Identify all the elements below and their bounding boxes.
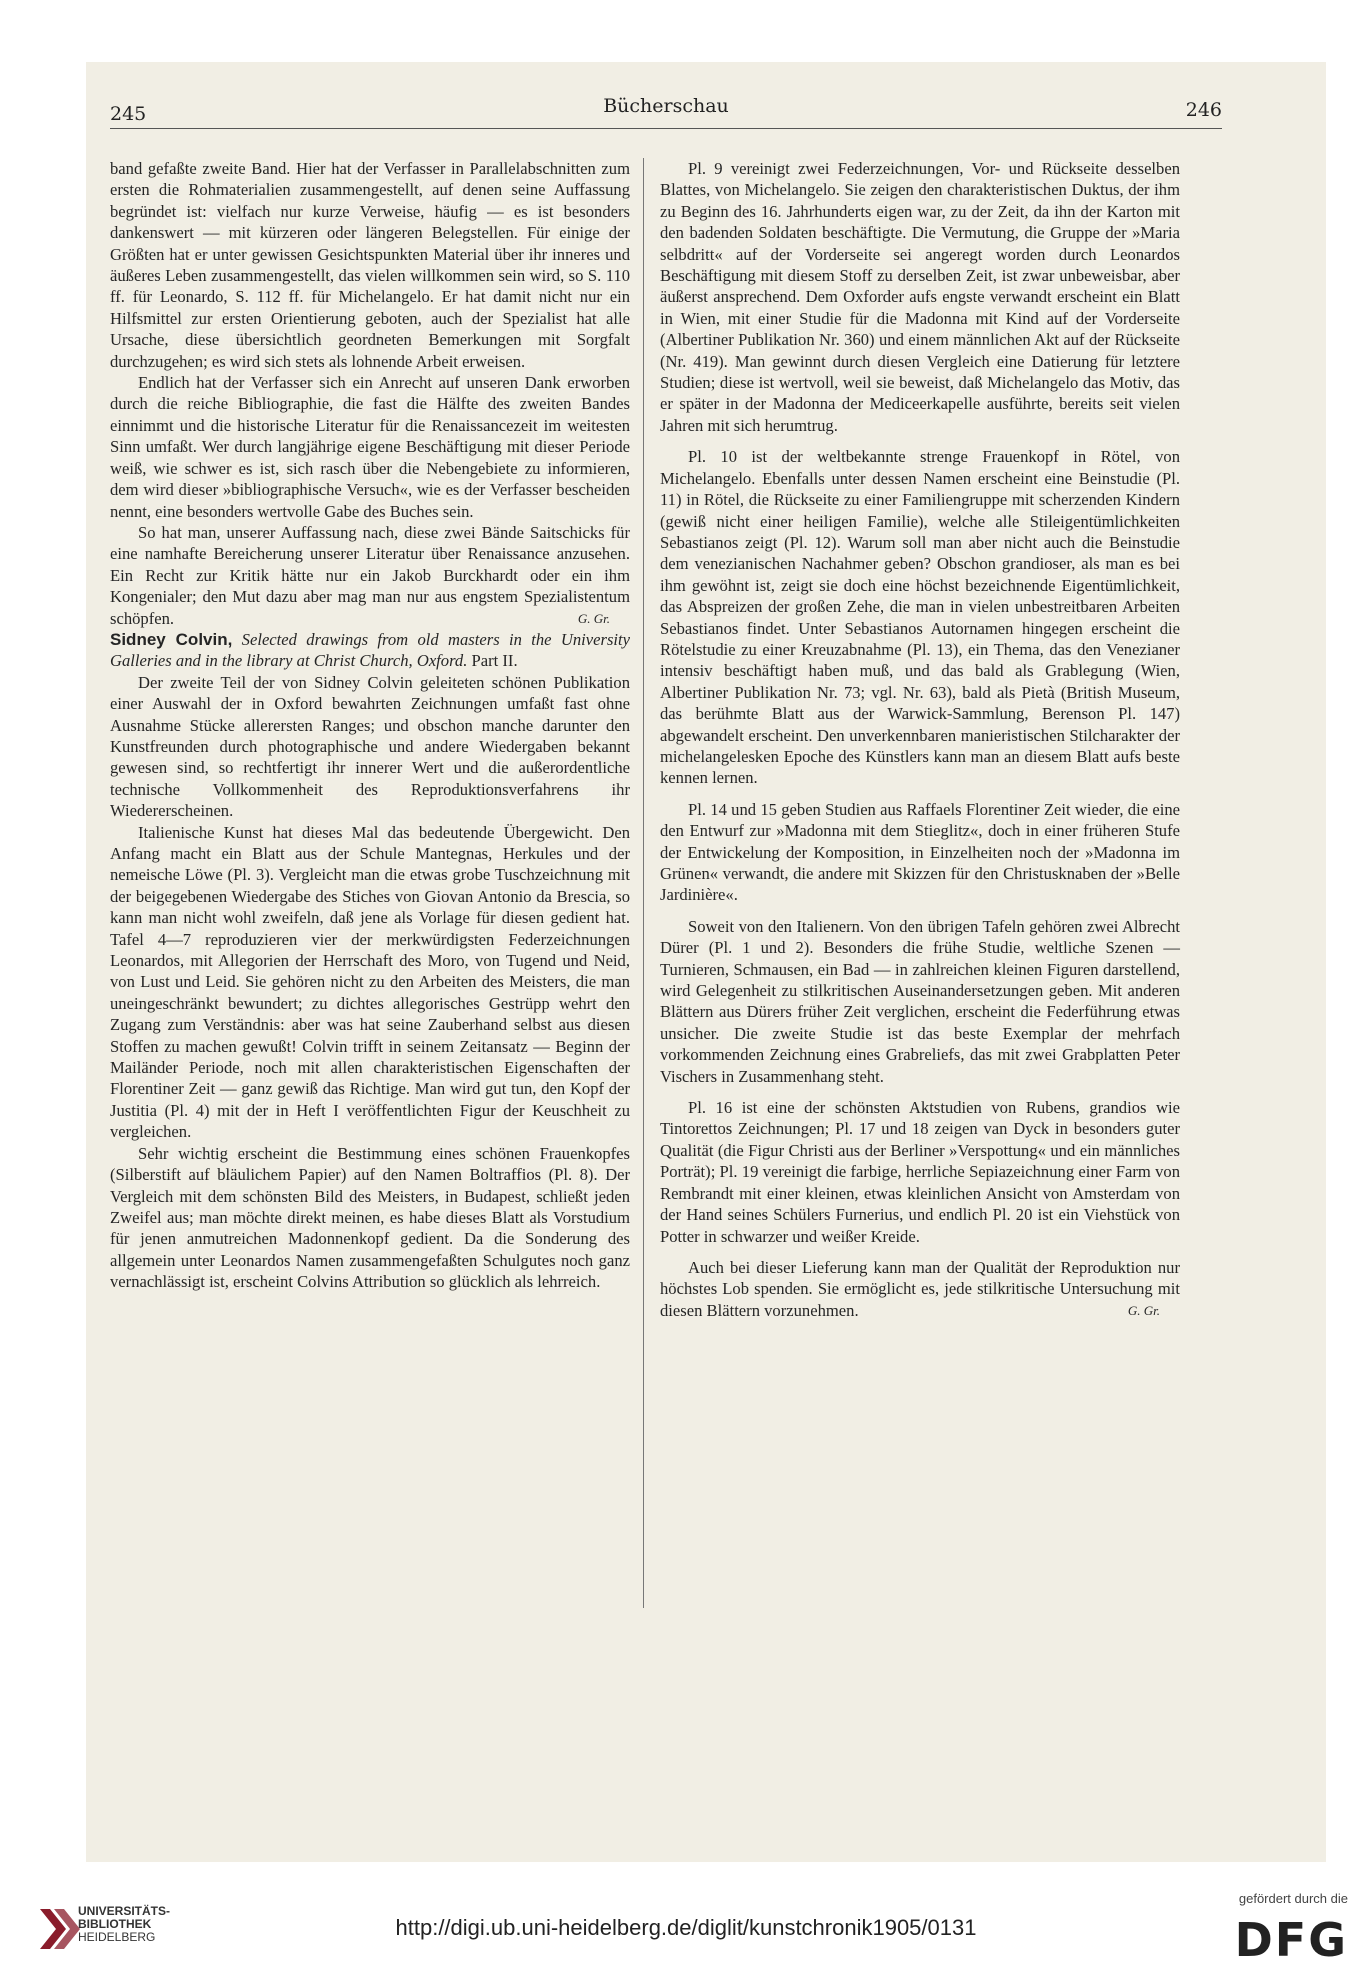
review-author: Sidney Colvin, — [110, 629, 233, 649]
paragraph — [660, 1257, 1180, 1321]
paragraph-text: So hat man, unserer Auffassung nach, diese zwei Bände Saitschicks für eine namhafte Bereicherung unserer Literatur über Renaissance anzusehen. Ein Recht zur Kritik hätte nur ein Jakob Burckhardt oder ein ihm Kongenialer; den Mut dazu aber mag man nur aus engstem Spezialistentum schöpfen. — [110, 522, 630, 628]
paragraph: Pl. 10 ist der weltbekannte strenge Frauenkopf in Rötel, von Michelangelo. Ebenfalls unter dessen Namen erscheint eine Beinstudie (Pl. 11) in Rötel, die Rückseite zu einer Familiengruppe mit scherzenden Kindern (gewiß nicht einer heiligen Familie), welche alle Stileigentümlichkeiten Sebastianos zeigt (Pl. 12). Warum soll man aber nicht auch die Beinstudie dem venezianischen Nachahmer geben? Obschon grandioser, als man es bei ihm gewöhnt ist, zeigt sie doch eine höchst bezeichnende Eigentümlichkeit, das Abspreizen der großen Zehe, die man in vielen unbestreitbaren Arbeiten Sebastianos findet. Unter Sebastianos Autornamen hingegen erscheint die Rötelstudie zu einer Kreuzabnahme (Pl. 13), ein Thema, das den Venezianer intensiv beschäftigt haben muß, und das bald als Grablegung (Wien, Albertiner Publikation Nr. 73; vgl. Nr. 63), bald als Pietà (British Museum, das berühmte Blatt aus der Warwick-Sammlung, Berenson Pl. 147) abgewandelt erscheint. Den unverkennbaren manieristischen Stilcharakter der michelangelesken Epoche des Künstlers kann man an diesem Blatt aufs beste kennen lernen. — [660, 447, 1180, 788]
paragraph: Der zweite Teil der von Sidney Colvin geleiteten schönen Publikation einer Auswahl der in Oxford bewahrten Zeichnungen umfaßt fast ohne Ausnahme Stücke allerersten Ranges; und obschon manche darunter den Kunstfreunden durch photographische und andere Wiedergaben bekannt gewesen sind, so rechtfertigt ihr innerer Wert und die außerordentliche technische Vollkommenheit des Reproduktionsverfahrens ihr Wiedererscheinen. — [110, 672, 630, 821]
paragraph: Pl. 9 vereinigt zwei Federzeichnungen, Vor- und Rückseite desselben Blattes, von Michelangelo. Sie zeigen den charakteristischen Duktus, der ihm zu Beginn des 16. Jahrhunderts eigen war, zu der Zeit, da ihn der Karton mit den badenden Soldaten beschäftigte. Die Vermutung, die Gruppe der »Maria selbdritt« auf der Vorderseite sei angeregt worden durch Leonardos Beschäftigung mit diesem Stoff zu derselben Zeit, ist zwar unbeweisbar, aber äußerst ansprechend. Dem Oxforder aufs engste verwandt erscheint ein Blatt in Wien, mit einer Studie für die Madonna mit Kind auf der Vorderseite (Albertiner Publikation Nr. 360) und einem männlichen Akt auf der Rückseite (Nr. 419). Man gewinnt durch diesen Vergleich eine Datierung für letztere Studien; diese ist wertvoll, weil sie beweist, daß Michelangelo das Motiv, das er später in der Madonna der Mediceerkapelle ausführte, bereits seit vielen Jahren mit sich herumtrug. — [660, 159, 1180, 435]
paragraph: Pl. 14 und 15 geben Studien aus Raffaels Florentiner Zeit wieder, die eine den Entwurf zur »Madonna mit dem Stieglitz«, doch in einer früheren Stufe der Entwickelung der Komposition, in Einzelheiten noch der »Madonna im Grünen« verwandt, die andere mit Skizzen für den Christusknaben der »Belle Jardinière«. — [660, 799, 1180, 905]
sponsor-text: gefördert durch die — [1238, 1891, 1348, 1906]
signature: G. Gr. — [1127, 1302, 1160, 1318]
paragraph: Sehr wichtig erscheint die Bestimmung eines schönen Frauenkopfes (Silberstift auf bläulichem Papier) auf den Namen Boltraffios (Pl. 8). Der Vergleich mit dem schönsten Bild des Meisters, in Budapest, schließt jeden Zweifel aus; man möchte direkt meinen, es habe dieses Blatt als Vorstudium für jenen anmutreichen Madonnenkopf gedient. Da die Sonderung des allgemein unter Leonardos Namen zusammengefaßten Schulgutes noch ganz vernachlässigt ist, erscheint Colvins Attribution so glücklich als lehrreich. — [110, 1143, 630, 1292]
paragraph: Soweit von den Italienern. Von den übrigen Tafeln gehören zwei Albrecht Dürer (Pl. 1 und 2). Besonders die frühe Studie, weltliche Szenen — Turnieren, Schmausen, ein Bad — in zahlreichen kleinen Figuren darstellend, wird Gelegenheit zu stilkritischen Auseinandersetzungen geben. Mit anderen Blättern aus Dürers früher Zeit verglichen, erscheint die Federführung etwas unsicher. Die zweite Studie ist das beste Exemplar der mehrfach vorkommenden Zeichnung eines Grabreliefs, das mit zwei Grabplatten Peter Vischers in Zusammenhang steht. — [660, 916, 1180, 1086]
paragraph: Italienische Kunst hat dieses Mal das bedeutende Übergewicht. Den Anfang macht ein Blatt aus der Schule Mantegnas, Herkules und der nemeische Löwe (Pl. 3). Vergleicht man die etwas grobe Tuschzeichnung mit der beigegebenen Wiedergabe des Stiches von Giovan Antonio da Brescia, so kann man nicht wohl zweifeln, daß jene als Vorlage für diesen gedient hat. Tafel 4—7 reproduzieren vier der merkwürdigsten Federzeichnungen Leonardos, mit Allegorien der Herrschaft des Moro, von Tugend und Neid, von Lust und Leid. Sie gehören nicht zu den Arbeiten des Meisters, die man uneingeschränkt bewundert; zu dichtes allegorisches Gestrüpp wehrt den Zugang zum Verständnis: aber was hat seine Zauberhand selbst aus diesen Stoffen zu machen gewußt! Colvin trifft in seinem Zeitansatz — Beginn der Mailänder Periode, noch mit allen charakteristischen Eigenschaften der Florentiner Zeit — ganz gewiß das Richtige. Man wird gut tun, den Kopf der Justitia (Pl. 4) mit der in Heft I veröffentlichten Figur der Keuschheit zu vergleichen. — [110, 822, 630, 1142]
digitization-footer — [0, 1885, 1372, 1971]
page-number-left: 245 — [110, 103, 147, 125]
right-column — [660, 158, 1180, 1321]
signature: G. Gr. — [577, 610, 610, 626]
library-name-line: UNIVERSITÄTS- — [78, 1904, 171, 1918]
library-name-line: BIBLIOTHEK — [78, 1917, 152, 1931]
library-name-line: HEIDELBERG — [78, 1930, 156, 1944]
review-work-title: Selected drawings from old masters in the University Galleries and in the library at Christ Church, Oxford. — [110, 629, 630, 671]
header-rule — [110, 128, 1222, 129]
page-header — [110, 95, 1222, 131]
page-number-right: 246 — [1185, 99, 1222, 121]
running-title: Bücherschau — [603, 95, 729, 117]
paragraph — [110, 522, 630, 629]
column-divider — [643, 158, 644, 1608]
paragraph-text: Auch bei dieser Lieferung kann man der Qualität der Reproduktion nur höchstes Lob spenden. Sie ermöglicht es, jede stilkritische Untersuchung mit diesen Blättern vorzunehmen. — [660, 1257, 1180, 1320]
paragraph: band gefaßte zweite Band. Hier hat der Verfasser in Parallelabschnitten zum ersten die Rohmaterialien zusammengestellt, auf denen seine Auffassung begründet ist: vielfach nur kurze Verweise, häufig — es ist besonders dankenswert — mit kürzeren oder längeren Belegstellen. Für einige der Größten hat er unter gewissen Gesichtspunkten Material über ihr inneres und äußeres Leben zusammengestellt, das vielen willkommen sein wird, so S. 110 ff. für Leonardo, S. 112 ff. für Michelangelo. Er hat damit nicht nur ein Hilfsmittel zur ersten Orientierung geboten, auch der Spezialist hat alle Ursache, diese übersichtlich geordneten Bemerkungen mit Sorgfalt durchzugehen; es wird sich stets als lohnende Arbeit erweisen. — [110, 159, 630, 371]
review-part: Part II. — [471, 651, 518, 671]
permalink-url[interactable]: http://digi.ub.uni-heidelberg.de/diglit/kunstchronik1905/0131 — [395, 1915, 977, 1940]
left-column — [110, 158, 630, 1293]
paragraph: Pl. 16 ist eine der schönsten Aktstudien von Rubens, grandios wie Tintorettos Zeichnungen; Pl. 17 und 18 zeigen van Dyck in besonders guter Qualität (die Figur Christi aus der Berliner »Verspottung« und ein männliches Porträt); Pl. 19 vereinigt die farbige, herrliche Sepiazeichnung einer Farm von Rembrandt mit einer kleinen, etwas kleinlichen Ansicht von Amsterdam von der Hand seines Schülers Furnerius, und endlich Pl. 20 ist ein Viehstück von Potter in schwarzer und weißer Kreide. — [660, 1098, 1180, 1246]
dfg-logo: DFG — [1234, 1913, 1348, 1967]
review-heading — [110, 629, 630, 672]
paragraph: Endlich hat der Verfasser sich ein Anrecht auf unseren Dank erworben durch die reiche Bibliographie, die fast die Hälfte des zweiten Bandes einnimmt und die historische Literatur für die Renaissancezeit im weitesten Sinn umfaßt. Wer durch langjährige eigene Beschäftigung mit dieser Periode weiß, wie schwer es ist, sich rasch über die Nebengebiete zu informieren, dem wird dieser »bibliographische Versuch«, wie es der Verfasser bescheiden nennt, eine besonders wertvolle Gabe des Buches sein. — [110, 373, 630, 521]
